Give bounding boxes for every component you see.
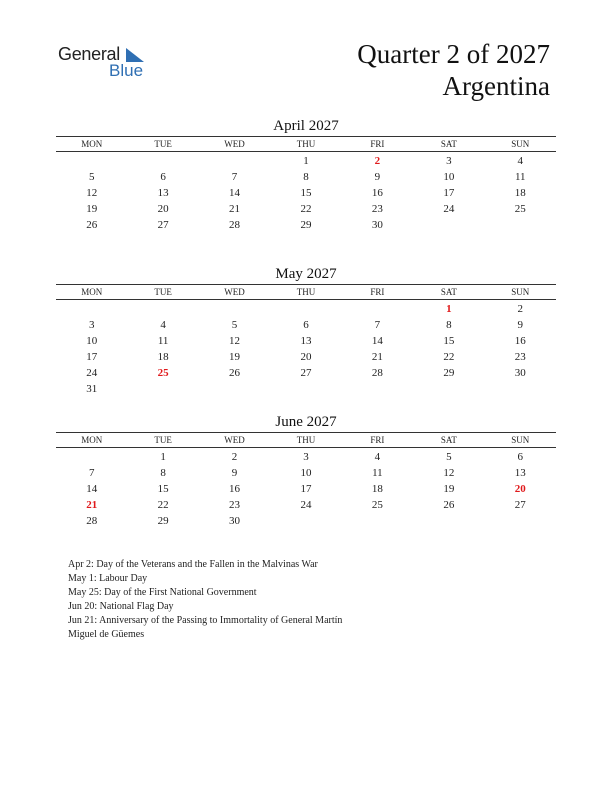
- day-cell: 12: [86, 187, 98, 199]
- day-cell: [413, 217, 484, 233]
- weekday-label: SAT: [440, 435, 457, 445]
- day-cell: 4: [160, 319, 166, 331]
- day-cell: [56, 301, 127, 317]
- month-may: [56, 264, 556, 397]
- day-cell: 10: [443, 171, 455, 183]
- day-cell: [342, 513, 413, 529]
- week-row: [56, 513, 556, 529]
- day-cell: 15: [300, 187, 312, 199]
- day-cell: 17: [86, 351, 98, 363]
- holiday-day-cell: 1: [446, 303, 452, 315]
- weekday-header-row: [56, 285, 556, 300]
- day-cell: 18: [157, 351, 169, 363]
- weekday-label: WED: [224, 435, 245, 445]
- day-cell: 14: [86, 483, 98, 495]
- day-cell: 13: [157, 187, 169, 199]
- day-cell: 27: [157, 219, 169, 231]
- day-cell: 17: [300, 483, 312, 495]
- day-cell: 22: [157, 499, 169, 511]
- month-title: June 2027: [275, 414, 337, 430]
- day-cell: 31: [86, 383, 98, 395]
- day-cell: 23: [514, 351, 526, 363]
- day-cell: 6: [517, 451, 523, 463]
- day-cell: 26: [86, 219, 98, 231]
- holiday-note: May 1: Labour Day: [68, 573, 148, 584]
- holiday-note: Apr 2: Day of the Veterans and the Fallen in the Malvinas War: [68, 559, 318, 570]
- day-cell: 23: [371, 203, 383, 215]
- week-row: [56, 381, 556, 397]
- weekday-label: THU: [296, 139, 316, 149]
- day-cell: 24: [443, 203, 455, 215]
- day-cell: 30: [371, 219, 383, 231]
- day-cell: 13: [514, 467, 526, 479]
- logo-general-text: General: [58, 44, 120, 64]
- weekday-label: MON: [81, 435, 103, 445]
- day-cell: 10: [300, 467, 312, 479]
- day-cell: 18: [514, 187, 526, 199]
- day-cell: 4: [374, 451, 381, 463]
- day-cell: [413, 381, 484, 397]
- day-cell: [56, 153, 127, 169]
- day-cell: 4: [517, 155, 523, 167]
- day-cell: [127, 381, 198, 397]
- month-april: [56, 116, 556, 233]
- holiday-note: Miguel de Güemes: [68, 629, 145, 640]
- weekday-header-row: [56, 137, 556, 152]
- weekday-label: SUN: [511, 139, 530, 149]
- month-title: May 2027: [275, 266, 337, 282]
- weekday-header-row: [56, 433, 556, 448]
- day-cell: [485, 513, 556, 529]
- day-cell: 11: [372, 467, 383, 479]
- weekday-label: THU: [296, 287, 316, 297]
- day-cell: 14: [229, 187, 241, 199]
- day-cell: 5: [231, 319, 238, 331]
- day-cell: 14: [371, 335, 383, 347]
- month-june: [56, 412, 556, 529]
- day-cell: 12: [229, 335, 241, 347]
- day-cell: 26: [229, 367, 241, 379]
- day-cell: [342, 301, 413, 317]
- day-cell: 24: [86, 367, 98, 379]
- day-cell: 21: [371, 351, 383, 363]
- day-cell: 7: [88, 467, 95, 479]
- month-title: April 2027: [273, 118, 339, 134]
- day-cell: 2: [517, 303, 523, 315]
- day-cell: 15: [443, 335, 455, 347]
- day-cell: 11: [514, 171, 526, 183]
- holiday-day-cell: 20: [514, 483, 526, 495]
- holiday-note: Jun 20: National Flag Day: [68, 601, 174, 612]
- day-cell: 3: [88, 319, 95, 331]
- day-cell: 26: [443, 499, 455, 511]
- weekday-label: SAT: [440, 139, 457, 149]
- page-title: [357, 38, 550, 102]
- day-cell: 22: [300, 203, 312, 215]
- week-row: [56, 449, 556, 465]
- day-cell: 7: [231, 171, 238, 183]
- week-row: [56, 185, 556, 201]
- week-row: [56, 317, 556, 333]
- week-row: [56, 169, 556, 185]
- week-row: [56, 365, 556, 381]
- day-cell: 17: [443, 187, 455, 199]
- day-cell: [270, 381, 341, 397]
- week-row: [56, 153, 556, 169]
- day-cell: 7: [374, 319, 381, 331]
- day-cell: 8: [303, 171, 309, 183]
- day-cell: 11: [157, 335, 169, 347]
- day-cell: 25: [371, 499, 383, 511]
- logo-blue-text: Blue: [109, 61, 144, 80]
- holiday-day-cell: 21: [86, 499, 98, 511]
- day-cell: 6: [303, 319, 309, 331]
- day-cell: 21: [229, 203, 241, 215]
- day-cell: 27: [300, 367, 312, 379]
- week-row: [56, 497, 556, 513]
- day-cell: 5: [88, 171, 95, 183]
- day-cell: 28: [229, 219, 241, 231]
- weekday-label: MON: [81, 139, 103, 149]
- day-cell: 9: [231, 467, 238, 479]
- weekday-label: THU: [296, 435, 316, 445]
- day-cell: [199, 153, 270, 169]
- weekday-label: SUN: [511, 287, 530, 297]
- title-quarter: Quarter 2 of 2027: [357, 39, 550, 69]
- day-cell: 10: [86, 335, 98, 347]
- week-row: [56, 465, 556, 481]
- generalblue-logo: [58, 44, 158, 84]
- day-cell: 22: [443, 351, 455, 363]
- day-cell: 3: [446, 155, 452, 167]
- day-cell: 5: [446, 451, 452, 463]
- weekday-label: MON: [81, 287, 103, 297]
- day-cell: 19: [86, 203, 98, 215]
- day-cell: 15: [157, 483, 169, 495]
- weekday-label: FRI: [370, 139, 385, 149]
- day-cell: 29: [157, 515, 169, 527]
- day-cell: 1: [303, 155, 309, 167]
- day-cell: 29: [300, 219, 312, 231]
- day-cell: 25: [514, 203, 526, 215]
- day-cell: 30: [229, 515, 241, 527]
- week-row: [56, 481, 556, 497]
- day-cell: 16: [229, 483, 241, 495]
- day-cell: [342, 381, 413, 397]
- week-row: [56, 301, 556, 317]
- weekday-label: WED: [224, 139, 245, 149]
- day-cell: [270, 513, 341, 529]
- day-cell: 2: [231, 451, 238, 463]
- day-cell: 9: [374, 171, 381, 183]
- day-cell: 28: [86, 515, 98, 527]
- day-cell: [199, 381, 270, 397]
- day-cell: [485, 217, 556, 233]
- day-cell: 13: [300, 335, 312, 347]
- weekday-label: SAT: [440, 287, 457, 297]
- day-cell: 3: [303, 451, 309, 463]
- day-cell: 27: [514, 499, 526, 511]
- day-cell: 19: [229, 351, 241, 363]
- day-cell: [127, 301, 198, 317]
- day-cell: 29: [443, 367, 455, 379]
- day-cell: 24: [300, 499, 312, 511]
- holiday-notes: [68, 558, 342, 642]
- weekday-label: TUE: [154, 139, 172, 149]
- weekday-label: SUN: [511, 435, 530, 445]
- day-cell: 8: [446, 319, 452, 331]
- day-cell: 19: [443, 483, 455, 495]
- week-row: [56, 333, 556, 349]
- day-cell: 8: [160, 467, 166, 479]
- day-cell: 6: [160, 171, 166, 183]
- holiday-day-cell: 25: [157, 367, 169, 379]
- weekday-label: WED: [224, 287, 245, 297]
- title-country: Argentina: [442, 71, 550, 101]
- holiday-day-cell: 2: [374, 155, 381, 167]
- day-cell: 1: [160, 451, 166, 463]
- week-row: [56, 349, 556, 365]
- day-cell: 18: [371, 483, 383, 495]
- day-cell: [199, 301, 270, 317]
- holiday-note: Jun 21: Anniversary of the Passing to Immortality of General Martín: [68, 615, 343, 626]
- day-cell: [485, 381, 556, 397]
- day-cell: 12: [443, 467, 455, 479]
- day-cell: 23: [229, 499, 241, 511]
- weekday-label: FRI: [370, 435, 385, 445]
- weekday-label: TUE: [154, 435, 172, 445]
- day-cell: [127, 153, 198, 169]
- day-cell: 9: [517, 319, 523, 331]
- weekday-label: FRI: [370, 287, 385, 297]
- day-cell: [413, 513, 484, 529]
- day-cell: 30: [514, 367, 526, 379]
- day-cell: 20: [157, 203, 169, 215]
- week-row: [56, 201, 556, 217]
- day-cell: [270, 301, 341, 317]
- day-cell: 16: [514, 335, 526, 347]
- holiday-note: May 25: Day of the First National Government: [68, 587, 257, 598]
- week-row: [56, 217, 556, 233]
- day-cell: [56, 449, 127, 465]
- day-cell: 20: [300, 351, 312, 363]
- day-cell: 16: [371, 187, 383, 199]
- weekday-label: TUE: [154, 287, 172, 297]
- day-cell: 28: [371, 367, 383, 379]
